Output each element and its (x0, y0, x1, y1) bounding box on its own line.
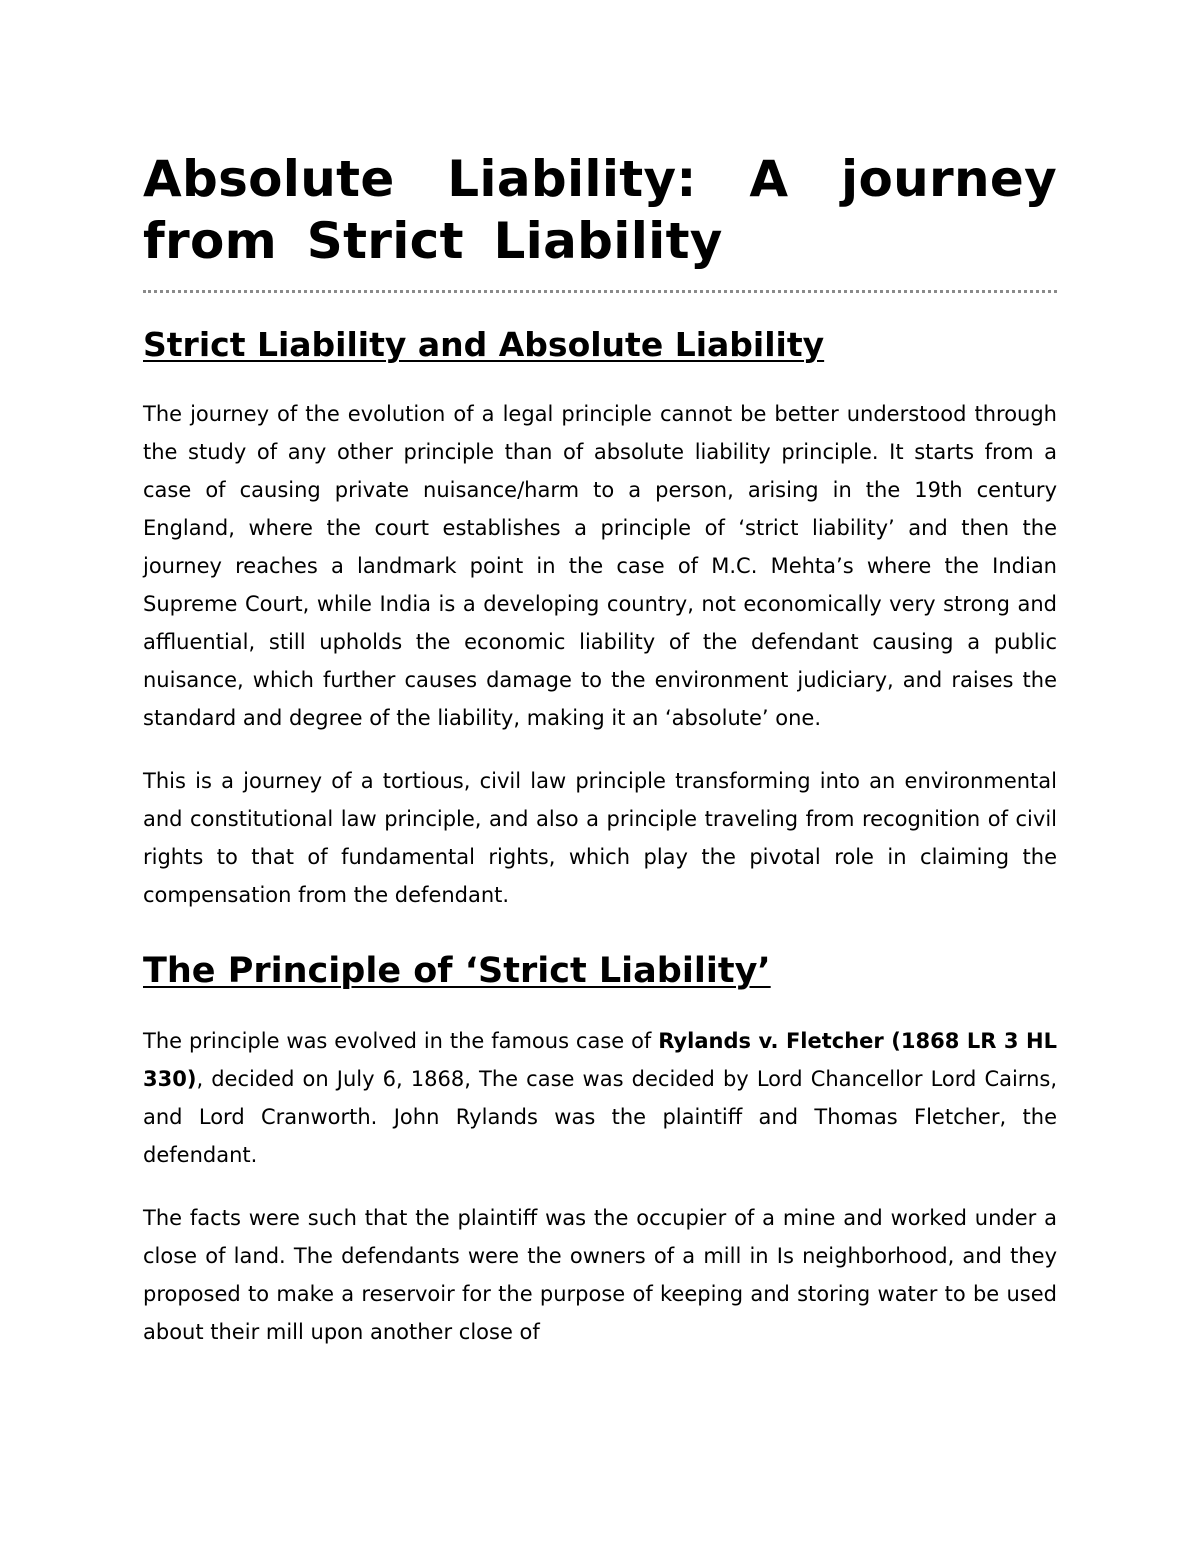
paragraph-evolution: The journey of the evolution of a legal principle cannot be better understood through the study of any other principle than of absolute liability principle. It starts from a case of causing private nuisance/harm to a person, arising in the 19th century England, where the court establishes a principle of ‘strict liability’ and then the journey reaches a landmark point in the case of M.C. Mehta’s where the Indian Supreme Court, while India is a developing country, not economically very strong and affluential, still upholds the economic liability of the defendant causing a public nuisance, which further causes damage to the environment judiciary, and raises the standard and degree of the liability, making it an ‘absolute’ one. (143, 402, 1057, 730)
paragraph-case (143, 1022, 1057, 1174)
title-divider (143, 290, 1057, 293)
case-details-text: , decided on July 6, 1868, The case was decided by Lord Chancellor Lord Cairns, and Lord Cranworth. John Rylands was the plaintiff and Thomas Fletcher, the defendant. (143, 1067, 1057, 1167)
paragraph-facts: The facts were such that the plaintiff was the occupier of a mine and worked under a close of land. The defendants were the owners of a mill in Is neighborhood, and they proposed to make a reservoir for the purpose of keeping and storing water to be used about their mill upon another close of (143, 1206, 1057, 1344)
section-heading-strict-liability: The Principle of ‘Strict Liability’ (143, 951, 771, 991)
paragraph-journey: This is a journey of a tortious, civil law principle transforming into an environmental and constitutional law principle, and also a principle traveling from recognition of civil rights to that of fundamental rights, which play the pivotal role in claiming the compensation from the defendant. (143, 769, 1057, 907)
document-title: Absolute Liability: A journey from Strict Liability (143, 150, 1057, 270)
case-citation: Rylands v. Fletcher (1868 LR 3 HL 330) (143, 1029, 1058, 1091)
section-heading-strict-and-absolute: Strict Liability and Absolute Liability (143, 325, 825, 364)
case-intro-text: The principle was evolved in the famous case of (143, 1029, 659, 1053)
